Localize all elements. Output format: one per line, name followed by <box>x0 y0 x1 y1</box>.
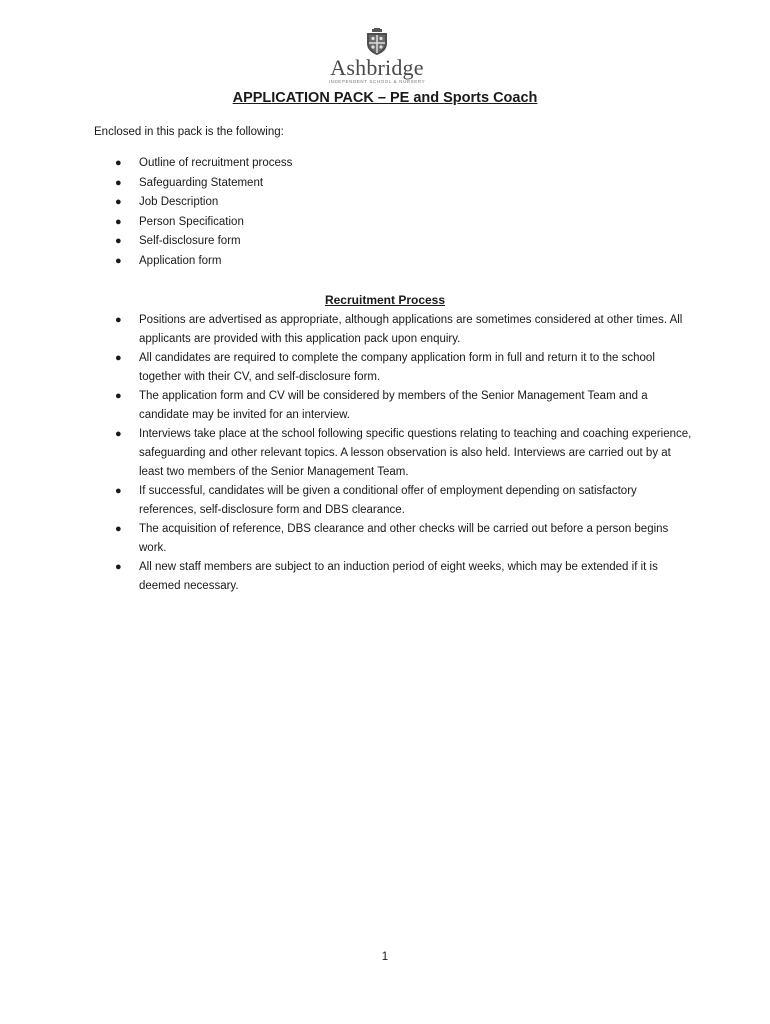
list-item: ● All candidates are required to complete the company application form in full and return it to the school together with their CV, and self-disclosure form. <box>94 349 694 387</box>
list-item: ● Positions are advertised as appropriate, although applications are sometimes considered at other times. All applicants are provided with this application pack upon enquiry. <box>94 311 694 349</box>
logo-wordmark: Ashbridge <box>330 55 424 80</box>
list-item: ● Application form <box>94 252 694 272</box>
enclosed-items-list <box>94 154 694 271</box>
list-item: ● Self-disclosure form <box>94 232 694 252</box>
list-item: ● The application form and CV will be considered by members of the Senior Management Team and a candidate may be invited for an interview. <box>94 387 694 425</box>
list-item: ● Interviews take place at the school following specific questions relating to teaching and coaching experience, safeguarding and other relevant topics. A lesson observation is also held. Interviews are carried out by at least two members of the Senior Management Team. <box>94 425 694 482</box>
bullet-icon: ● <box>115 254 122 267</box>
list-item: ● Outline of recruitment process <box>94 154 694 174</box>
list-item: ● If successful, candidates will be given a conditional offer of employment depending on satisfactory references, self-disclosure form and DBS clearance. <box>94 482 694 520</box>
list-item: ● All new staff members are subject to an induction period of eight weeks, which may be extended if it is deemed necessary. <box>94 558 694 596</box>
bullet-icon: ● <box>115 215 122 228</box>
logo-tagline: INDEPENDENT SCHOOL & NURSERY <box>328 79 426 84</box>
bullet-icon: ● <box>115 428 122 440</box>
bullet-icon: ● <box>115 176 122 189</box>
bullet-icon: ● <box>115 485 122 497</box>
bullet-icon: ● <box>115 352 122 364</box>
bullet-icon: ● <box>115 235 122 247</box>
list-item: ● Job Description <box>94 193 694 213</box>
bullet-icon: ● <box>115 157 122 169</box>
list-item: ● The acquisition of reference, DBS clearance and other checks will be carried out before a person begins work. <box>94 520 694 558</box>
school-logo <box>322 28 432 90</box>
bullet-icon: ● <box>115 196 122 208</box>
bullet-icon: ● <box>115 390 122 402</box>
recruitment-process-list <box>94 311 694 596</box>
list-item: ● Safeguarding Statement <box>94 174 694 194</box>
list-item: ● Person Specification <box>94 213 694 233</box>
recruitment-heading: Recruitment Process <box>324 293 446 307</box>
bullet-icon: ● <box>115 561 122 573</box>
page-number: 1 <box>381 951 389 963</box>
bullet-icon: ● <box>115 314 122 326</box>
crest-icon <box>366 28 388 56</box>
bullet-icon: ● <box>115 523 122 535</box>
document-title: APPLICATION PACK – PE and Sports Coach <box>232 90 538 106</box>
intro-text: Enclosed in this pack is the following: <box>94 126 284 138</box>
